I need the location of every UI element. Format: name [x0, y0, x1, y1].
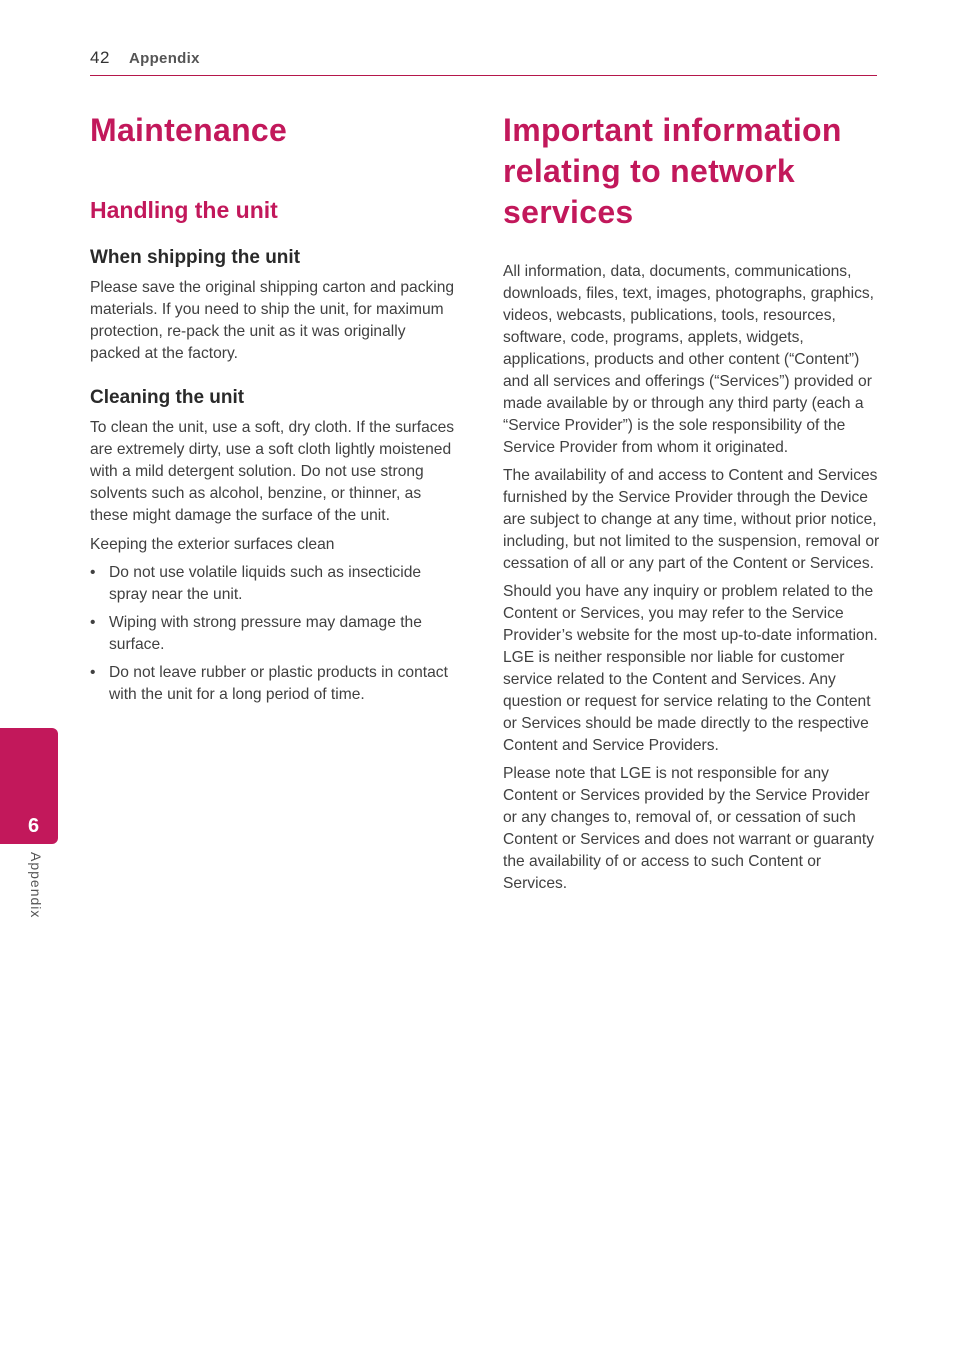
- header-section-name: Appendix: [129, 50, 200, 67]
- bullet-icon: •: [90, 664, 96, 681]
- handling-subtitle: Handling the unit: [90, 197, 278, 223]
- cleaning-text: To clean the unit, use a soft, dry cloth. If the surfaces are extremely dirty, use a soft cloth lightly moistened with a mild detergent solution. Do not use strong solvents such as alcohol, benzine, or thinner, as these might damage the surface of the unit.: [90, 419, 455, 524]
- network-paragraph: All information, data, documents, communications, downloads, files, text, images, photographs, graphics, videos, webcasts, publications, tools, resources, software, code, programs, applets, widgets, applications, products and other content (“Content”) and all services and offerings (“Services”) provided or made available by or through any third party (each a “Service Provider”) is the sole responsibility of the Service Provider from whom it originated.: [503, 263, 874, 456]
- list-item: [90, 612, 460, 656]
- shipping-text: Please save the original shipping carton and packing materials. If you need to ship the unit, for maximum protection, re-pack the unit as it was originally packed at the factory.: [90, 279, 455, 362]
- bullet-icon: •: [90, 614, 96, 631]
- exterior-text: Keeping the exterior surfaces clean: [90, 536, 335, 553]
- page-header: [90, 48, 877, 76]
- maintenance-title: Maintenance: [90, 112, 288, 148]
- network-services-column: [503, 110, 881, 895]
- chapter-tab: [0, 728, 58, 844]
- maintenance-column: [90, 110, 460, 712]
- list-item: [90, 562, 460, 606]
- chapter-label: Appendix: [28, 852, 44, 919]
- page-number: 42: [90, 48, 110, 67]
- bullet-text: Wiping with strong pressure may damage the surface.: [109, 614, 422, 653]
- bullet-icon: •: [90, 564, 96, 581]
- bullet-text: Do not leave rubber or plastic products in contact with the unit for a long period of time.: [109, 664, 448, 703]
- bullet-text: Do not use volatile liquids such as insecticide spray near the unit.: [109, 564, 422, 603]
- cleaning-heading: Cleaning the unit: [90, 387, 245, 408]
- shipping-heading: When shipping the unit: [90, 247, 301, 268]
- network-paragraph: Please note that LGE is not responsible for any Content or Services provided by the Service Provider or any changes to, removal of, or cessation of such Content or Services and does not warrant or guaranty the availability of or access to such Content or Services.: [503, 765, 874, 892]
- network-paragraph: The availability of and access to Content and Services furnished by the Service Provider through the Device are subject to change at any time, without prior notice, including, but not limited to the suspension, removal or cessation of all or any part of the Content or Services.: [503, 467, 880, 572]
- chapter-number: 6: [28, 815, 40, 837]
- list-item: [90, 662, 460, 706]
- cleaning-bullet-list: [90, 562, 460, 706]
- network-paragraph: Should you have any inquiry or problem related to the Content or Services, you may refer to the Service Provider’s website for the most up-to-date information. LGE is neither responsible nor liable for customer service related to the Content and Services. Any question or request for service relating to the Content or Services should be made directly to the respective Content and Service Providers.: [503, 583, 878, 754]
- network-services-title: Important information relating to network services: [503, 112, 842, 230]
